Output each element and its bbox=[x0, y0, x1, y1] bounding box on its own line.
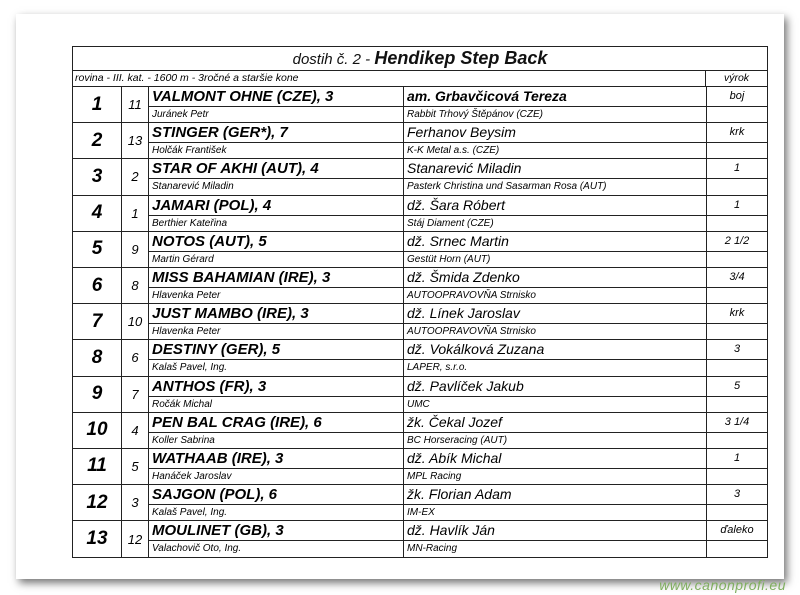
jockey-name: dž. Šara Róbert bbox=[404, 196, 706, 216]
result-empty bbox=[707, 143, 767, 158]
jockey-cell bbox=[404, 196, 707, 231]
result-margin: 3/4 bbox=[707, 268, 767, 288]
result-row bbox=[73, 159, 767, 195]
horse-cell bbox=[149, 521, 404, 557]
jockey-cell bbox=[404, 485, 707, 520]
results-sheet bbox=[16, 14, 784, 579]
jockey-cell bbox=[404, 449, 707, 484]
horse-cell bbox=[149, 268, 404, 303]
race-number: dostih č. 2 - bbox=[292, 51, 371, 68]
horse-cell bbox=[149, 340, 404, 375]
start-number: 9 bbox=[122, 232, 149, 267]
owner-name: Gestüt Horn (AUT) bbox=[407, 253, 491, 265]
result-cell bbox=[707, 196, 767, 231]
trainer-name: Koller Sabrina bbox=[152, 434, 215, 446]
owner-name: Stáj Diament (CZE) bbox=[407, 217, 494, 229]
horse-cell bbox=[149, 123, 404, 158]
horse-name: VALMONT OHNE (CZE), 3 bbox=[149, 87, 403, 107]
result-empty bbox=[707, 107, 767, 122]
jockey-cell bbox=[404, 521, 707, 557]
horse-name: NOTOS (AUT), 5 bbox=[149, 232, 403, 252]
owner-name: IM-EX bbox=[407, 507, 435, 519]
result-cell bbox=[707, 159, 767, 194]
finish-position: 11 bbox=[73, 449, 122, 484]
result-row bbox=[73, 521, 767, 557]
result-cell bbox=[707, 449, 767, 484]
finish-position: 1 bbox=[73, 87, 122, 122]
result-empty bbox=[707, 360, 767, 375]
result-cell bbox=[707, 268, 767, 303]
result-empty bbox=[707, 179, 767, 194]
owner-name: AUTOOPRAVOVŇA Strnisko bbox=[407, 289, 536, 301]
trainer-name: Kalaš Pavel, Ing. bbox=[152, 362, 228, 374]
race-name: Hendikep Step Back bbox=[374, 48, 548, 68]
horse-cell bbox=[149, 377, 404, 412]
horse-name: ANTHOS (FR), 3 bbox=[149, 377, 403, 397]
start-number: 5 bbox=[122, 449, 149, 484]
trainer-name: Berthier Kateřina bbox=[152, 217, 228, 229]
finish-position: 12 bbox=[73, 485, 122, 520]
result-empty bbox=[707, 288, 767, 303]
jockey-name: žk. Čekal Jozef bbox=[404, 413, 706, 433]
start-number: 3 bbox=[122, 485, 149, 520]
result-margin: ďaleko bbox=[707, 521, 767, 541]
result-row bbox=[73, 304, 767, 340]
jockey-cell bbox=[404, 268, 707, 303]
start-number: 11 bbox=[122, 87, 149, 122]
trainer-name: Martin Gérard bbox=[152, 253, 214, 265]
horse-cell bbox=[149, 413, 404, 448]
result-margin: 3 1/4 bbox=[707, 413, 767, 433]
finish-position: 8 bbox=[73, 340, 122, 375]
finish-position: 4 bbox=[73, 196, 122, 231]
start-number: 12 bbox=[122, 521, 149, 557]
trainer-name: Holčák František bbox=[152, 145, 227, 157]
result-row bbox=[73, 377, 767, 413]
result-margin: 1 bbox=[707, 159, 767, 179]
horse-cell bbox=[149, 485, 404, 520]
jockey-name: dž. Havlík Ján bbox=[404, 521, 706, 541]
jockey-name: dž. Abík Michal bbox=[404, 449, 706, 469]
finish-position: 5 bbox=[73, 232, 122, 267]
result-cell bbox=[707, 485, 767, 520]
trainer-name: Ročák Michal bbox=[152, 398, 213, 410]
race-conditions: rovina - III. kat. - 1600 m - 3ročné a staršie kone bbox=[73, 71, 706, 86]
result-empty bbox=[707, 216, 767, 231]
jockey-cell bbox=[404, 232, 707, 267]
horse-name: STAR OF AKHI (AUT), 4 bbox=[149, 159, 403, 179]
result-empty bbox=[707, 505, 767, 520]
start-number: 2 bbox=[122, 159, 149, 194]
finish-position: 7 bbox=[73, 304, 122, 339]
jockey-name: Ferhanov Beysim bbox=[404, 123, 706, 143]
jockey-cell bbox=[404, 123, 707, 158]
horse-name: WATHAAB (IRE), 3 bbox=[149, 449, 403, 469]
owner-name: K-K Metal a.s. (CZE) bbox=[407, 145, 500, 157]
finish-position: 13 bbox=[73, 521, 122, 557]
horse-cell bbox=[149, 449, 404, 484]
jockey-name: Stanarević Miladin bbox=[404, 159, 706, 179]
result-row bbox=[73, 485, 767, 521]
horse-name: PEN BAL CRAG (IRE), 6 bbox=[149, 413, 403, 433]
result-cell bbox=[707, 340, 767, 375]
result-cell bbox=[707, 232, 767, 267]
owner-name: AUTOOPRAVOVŇA Strnisko bbox=[407, 326, 536, 338]
result-margin: krk bbox=[707, 304, 767, 324]
horse-name: SAJGON (POL), 6 bbox=[149, 485, 403, 505]
result-cell bbox=[707, 123, 767, 158]
finish-position: 3 bbox=[73, 159, 122, 194]
result-row bbox=[73, 340, 767, 376]
result-margin: 2 1/2 bbox=[707, 232, 767, 252]
trainer-name: Stanarević Miladin bbox=[152, 181, 234, 193]
jockey-name: žk. Florian Adam bbox=[404, 485, 706, 505]
owner-name: Rabbit Trhový Štěpánov (CZE) bbox=[407, 109, 543, 120]
watermark: www.canonprofi.eu bbox=[659, 577, 786, 593]
result-empty bbox=[707, 397, 767, 412]
result-column-header: výrok bbox=[723, 72, 750, 84]
horse-cell bbox=[149, 196, 404, 231]
horse-name: STINGER (GER*), 7 bbox=[149, 123, 403, 143]
owner-name: BC Horseracing (AUT) bbox=[407, 434, 508, 446]
owner-name: UMC bbox=[407, 398, 430, 410]
finish-position: 9 bbox=[73, 377, 122, 412]
owner-name: MPL Racing bbox=[407, 470, 462, 482]
result-empty bbox=[707, 541, 767, 557]
horse-cell bbox=[149, 304, 404, 339]
trainer-name: Hlavenka Peter bbox=[152, 289, 221, 301]
results-rows bbox=[73, 87, 767, 557]
result-cell bbox=[707, 521, 767, 557]
horse-cell bbox=[149, 232, 404, 267]
result-row bbox=[73, 87, 767, 123]
horse-cell bbox=[149, 87, 404, 122]
jockey-cell bbox=[404, 377, 707, 412]
result-margin: 1 bbox=[707, 196, 767, 216]
result-margin: 1 bbox=[707, 449, 767, 469]
jockey-cell bbox=[404, 304, 707, 339]
trainer-name: Juránek Petr bbox=[152, 109, 209, 120]
race-title bbox=[73, 47, 767, 71]
jockey-cell bbox=[404, 340, 707, 375]
result-empty bbox=[707, 469, 767, 484]
horse-name: MISS BAHAMIAN (IRE), 3 bbox=[149, 268, 403, 288]
jockey-name: dž. Pavlíček Jakub bbox=[404, 377, 706, 397]
trainer-name: Kalaš Pavel, Ing. bbox=[152, 507, 228, 519]
result-margin: 3 bbox=[707, 340, 767, 360]
horse-cell bbox=[149, 159, 404, 194]
result-row bbox=[73, 413, 767, 449]
jockey-name: dž. Šmida Zdenko bbox=[404, 268, 706, 288]
owner-name: LAPER, s.r.o. bbox=[407, 362, 468, 374]
finish-position: 10 bbox=[73, 413, 122, 448]
result-cell bbox=[707, 304, 767, 339]
result-empty bbox=[707, 433, 767, 448]
result-margin: 5 bbox=[707, 377, 767, 397]
horse-name: JAMARI (POL), 4 bbox=[149, 196, 403, 216]
jockey-name: am. Grbavčicová Tereza bbox=[404, 87, 706, 107]
horse-name: MOULINET (GB), 3 bbox=[149, 521, 403, 541]
trainer-name: Valachovič Oto, Ing. bbox=[152, 543, 242, 555]
finish-position: 6 bbox=[73, 268, 122, 303]
horse-name: DESTINY (GER), 5 bbox=[149, 340, 403, 360]
start-number: 6 bbox=[122, 340, 149, 375]
jockey-name: dž. Vokálková Zuzana bbox=[404, 340, 706, 360]
jockey-name: dž. Srnec Martin bbox=[404, 232, 706, 252]
results-table bbox=[72, 46, 768, 558]
start-number: 8 bbox=[122, 268, 149, 303]
jockey-cell bbox=[404, 413, 707, 448]
owner-name: MN-Racing bbox=[407, 543, 458, 555]
result-empty bbox=[707, 324, 767, 339]
horse-name: JUST MAMBO (IRE), 3 bbox=[149, 304, 403, 324]
start-number: 10 bbox=[122, 304, 149, 339]
race-conditions-row bbox=[73, 71, 767, 87]
start-number: 13 bbox=[122, 123, 149, 158]
start-number: 4 bbox=[122, 413, 149, 448]
result-margin: krk bbox=[707, 123, 767, 143]
result-row bbox=[73, 123, 767, 159]
result-row bbox=[73, 232, 767, 268]
result-row bbox=[73, 268, 767, 304]
start-number: 7 bbox=[122, 377, 149, 412]
finish-position: 2 bbox=[73, 123, 122, 158]
result-cell bbox=[707, 87, 767, 122]
result-cell bbox=[707, 413, 767, 448]
result-cell bbox=[707, 377, 767, 412]
result-empty bbox=[707, 252, 767, 267]
result-row bbox=[73, 196, 767, 232]
owner-name: Pasterk Christina und Sasarman Rosa (AUT) bbox=[407, 181, 607, 193]
result-margin: 3 bbox=[707, 485, 767, 505]
trainer-name: Hanáček Jaroslav bbox=[152, 470, 232, 482]
jockey-name: dž. Línek Jaroslav bbox=[404, 304, 706, 324]
trainer-name: Hlavenka Peter bbox=[152, 326, 221, 338]
result-row bbox=[73, 449, 767, 485]
jockey-cell bbox=[404, 159, 707, 194]
jockey-cell bbox=[404, 87, 707, 122]
start-number: 1 bbox=[122, 196, 149, 231]
result-margin: boj bbox=[707, 87, 767, 107]
